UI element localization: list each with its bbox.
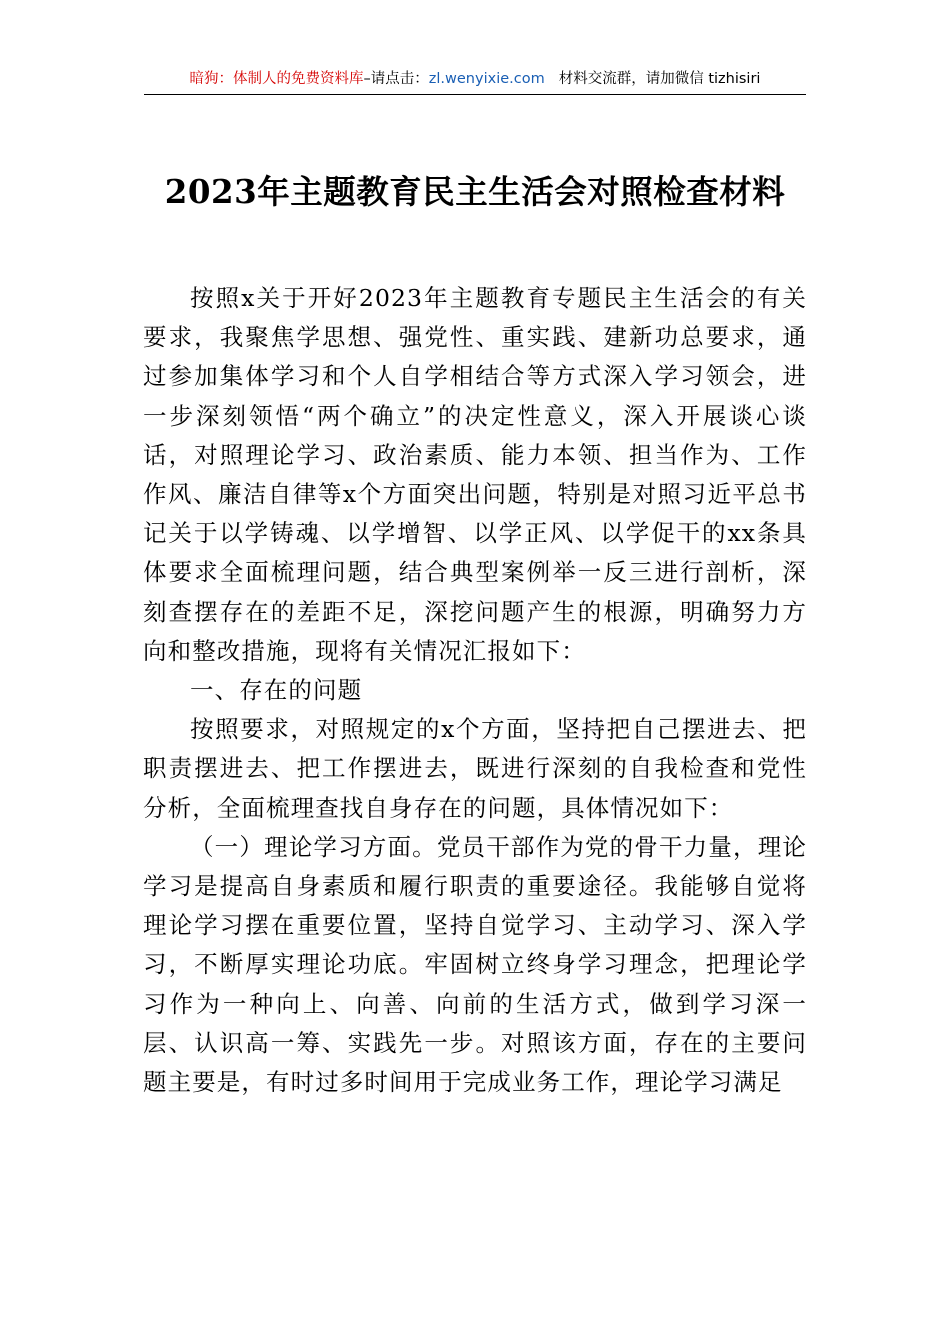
header-contact: 材料交流群，请加微信 tizhisiri xyxy=(558,71,761,87)
document-body xyxy=(143,279,807,1102)
document-title: 2023年主题教育民主生活会对照检查材料 xyxy=(164,172,786,211)
page-header xyxy=(144,64,806,95)
header-url-link[interactable]: zl.wenyixie.com xyxy=(428,71,545,87)
section-heading-problems: 一、存在的问题 xyxy=(190,676,363,705)
section-intro-paragraph: 按照要求，对照规定的x个方面，坚持把自己摆进去、把职责摆进去、把工作摆进去，既进行深刻的自我检查和党性分析，全面梳理查找自身存在的问题，具体情况如下： xyxy=(143,715,807,822)
intro-paragraph: 按照x关于开好2023年主题教育专题民主生活会的有关要求，我聚焦学思想、强党性、重实践、建新功总要求，通过参加集体学习和个人自学相结合等方式深入学习领会，进一步深刻领悟“两个确立”的决定性意义，深入开展谈心谈话，对照理论学习、政治素质、能力本领、担当作为、工作作风、廉洁自律等x个方面突出问题，特别是对照习近平总书记关于以学铸魂、以学增智、以学正风、以学促干的xx条具体要求全面梳理问题，结合典型案例举一反三进行剖析，深刻查摆存在的差距不足，深挖问题产生的根源，明确努力方向和整改措施，现将有关情况汇报如下： xyxy=(143,284,807,665)
subsection-theory-study: （一）理论学习方面。党员干部作为党的骨干力量，理论学习是提高自身素质和履行职责的重要途径。我能够自觉将理论学习摆在重要位置，坚持自觉学习、主动学习、深入学习，不断厚实理论功底。牢固树立终身学习理念，把理论学习作为一种向上、向善、向前的生活方式，做到学习深一层、认识高一筹、实践先一步。对照该方面，存在的主要问题主要是，有时过多时间用于完成业务工作，理论学习满足 xyxy=(143,832,807,1097)
header-brand: 暗狗：体制人的免费资料库 xyxy=(189,71,364,87)
header-prompt: –请点击： xyxy=(363,71,429,87)
